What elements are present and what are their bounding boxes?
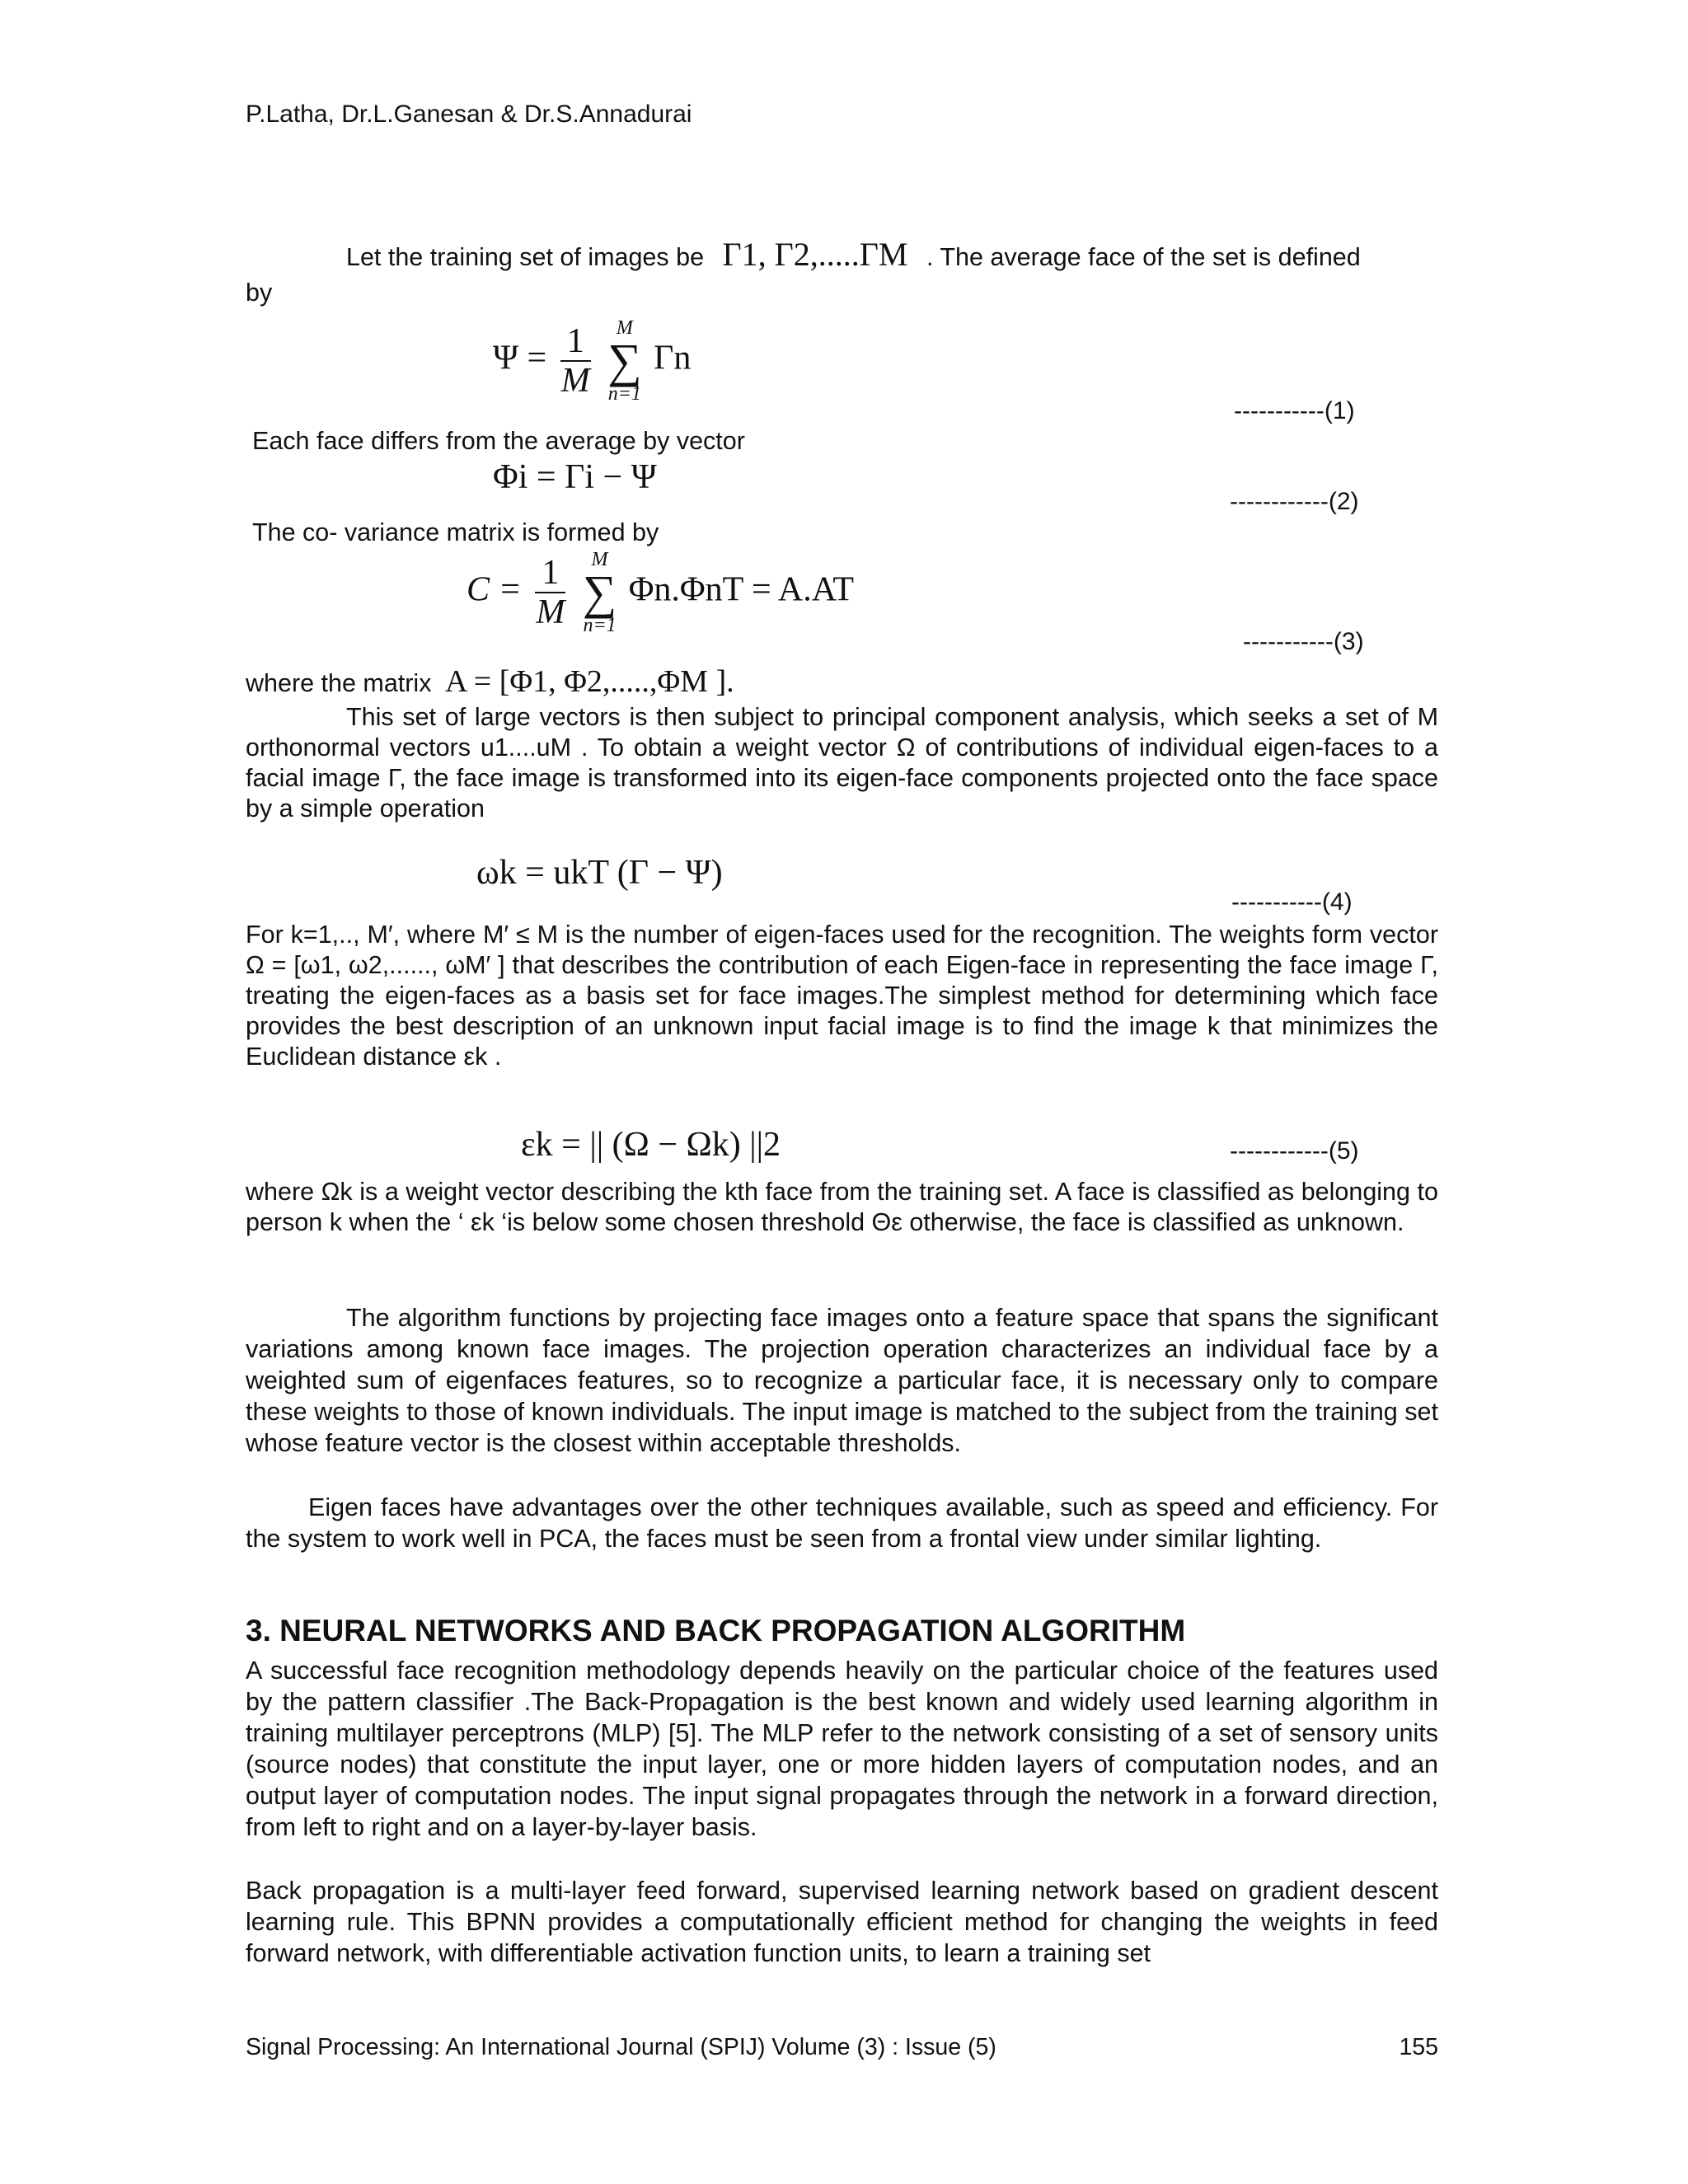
eq1-frac-num: 1 xyxy=(560,322,591,362)
equation-2: Φi = Γi − Ψ xyxy=(493,458,657,496)
gamma-set: Γ1, Γ2,.....ΓM xyxy=(722,236,908,273)
classification-paragraph: where Ωk is a weight vector describing the kth face from the training set. A face is classified as belonging to person k when the ‘ εk ‘is below some chosen threshold Θε otherwise, the face is classified as unknown. xyxy=(246,1178,1438,1236)
eq1-fraction xyxy=(560,322,591,400)
eq3-frac-den: M xyxy=(536,593,565,631)
eq1-sum-top: M xyxy=(616,317,633,339)
eigen-advantages-paragraph: Eigen faces have advantages over the other techniques available, such as speed and efficiency. For the system to work well in PCA, the faces must be seen from a frontal view under similar lighting. xyxy=(246,1493,1438,1553)
eq1-term: Γn xyxy=(654,339,692,377)
page-footer xyxy=(246,2032,1438,2063)
page-number: 155 xyxy=(1399,2034,1438,2060)
intro-text-after: . The average face of the set is defined xyxy=(926,243,1361,271)
intro-text-before: Let the training set of images be xyxy=(346,243,705,271)
intro-text-by: by xyxy=(246,279,273,307)
eq3-frac-num: 1 xyxy=(535,554,565,593)
equation-5: εk = || (Ω − Ωk) ||2 xyxy=(521,1126,781,1164)
where-matrix-text: where the matrix xyxy=(246,669,432,697)
eq3-sum-top: M xyxy=(591,549,608,570)
equation-3 xyxy=(467,549,854,636)
equation-2-number: ------------(2) xyxy=(1230,488,1359,515)
eq1-frac-den: M xyxy=(560,362,590,400)
matrix-A-definition: A = [Φ1, Φ2,.....,ΦM ]. xyxy=(444,664,734,699)
algorithm-paragraph: The algorithm functions by projecting face images onto a feature space that spans the significant variations among known face images. The projection operation characterizes an individual face by a weighted sum of eigenfaces features, so to recognize a particular face, it is necessary only to compare these weights to those of known individuals. The input image is matched to the subject from the training set whose feature vector is the closest within acceptable thresholds. xyxy=(246,1304,1438,1457)
where-matrix-line xyxy=(246,666,1438,699)
eq3-summation: M ∑ n=1 xyxy=(582,549,617,636)
eq3-sum-bottom: n=1 xyxy=(583,615,617,636)
equation-4-number: -----------(4) xyxy=(1231,888,1353,916)
equation-3-number: -----------(3) xyxy=(1243,628,1364,655)
eq3-lhs: C = xyxy=(467,570,522,609)
equation-1 xyxy=(493,317,691,405)
section-3-heading: 3. NEURAL NETWORKS AND BACK PROPAGATION ALGORITHM xyxy=(246,1614,1186,1647)
covariance-line: The co- variance matrix is formed by xyxy=(252,518,659,546)
equation-4: ωk = ukT (Γ − Ψ) xyxy=(476,854,723,892)
eq1-summation: M ∑ n=1 xyxy=(607,317,642,405)
pca-paragraph: This set of large vectors is then subject to principal component analysis, which seeks a set of M orthonormal vectors u1....uM . To obtain a weight vector Ω of contributions of individual eigen-faces to a facial image Γ, the face image is transformed into its eigen-face components projected onto the face space by a simple operation xyxy=(246,703,1438,823)
weights-paragraph: For k=1,.., M′, where M′ ≤ M is the number of eigen-faces used for the recognition. The weights form vector Ω = [ω1, ω2,......, ωM′ ] that describes the contribution of each Eigen-face in representing the face image Γ, treating the eigen-faces as a basis set for face images.The simplest method for determining which face provides the best description of an unknown input facial image is to find the image k that minimizes the Euclidean distance εk . xyxy=(246,921,1438,1071)
journal-info: Signal Processing: An International Journal (SPIJ) Volume (3) : Issue (5) xyxy=(246,2034,996,2060)
differs-line: Each face differs from the average by vector xyxy=(252,427,745,455)
eq3-term: Φn.ΦnT = A.AT xyxy=(628,570,855,609)
eq3-fraction xyxy=(535,554,565,631)
section-3-paragraph-1: A successful face recognition methodology depends heavily on the particular choice of the features used by the pattern classifier .The Back-Propagation is the best known and widely used learning algorithm in training multilayer perceptrons (MLP) [5]. The MLP refer to the network consisting of a set of sensory units (source nodes) that constitute the input layer, one or more hidden layers of computation nodes, and an output layer of computation nodes. The input signal propagates through the network in a forward direction, from left to right and on a layer-by-layer basis. xyxy=(246,1657,1438,1841)
equation-1-number: -----------(1) xyxy=(1234,397,1355,424)
eq1-lhs: Ψ = xyxy=(493,339,547,377)
eq1-sum-bottom: n=1 xyxy=(607,383,641,405)
section-3-paragraph-2: Back propagation is a multi-layer feed forward, supervised learning network based on gradient descent learning rule. This BPNN provides a computationally efficient method for changing the weights in feed forward network, with differentiable activation function units, to learn a training set xyxy=(246,1877,1438,1967)
running-header: P.Latha, Dr.L.Ganesan & Dr.S.Annadurai xyxy=(246,101,692,128)
intro-paragraph xyxy=(246,236,1438,308)
equation-5-number: ------------(5) xyxy=(1230,1137,1359,1165)
